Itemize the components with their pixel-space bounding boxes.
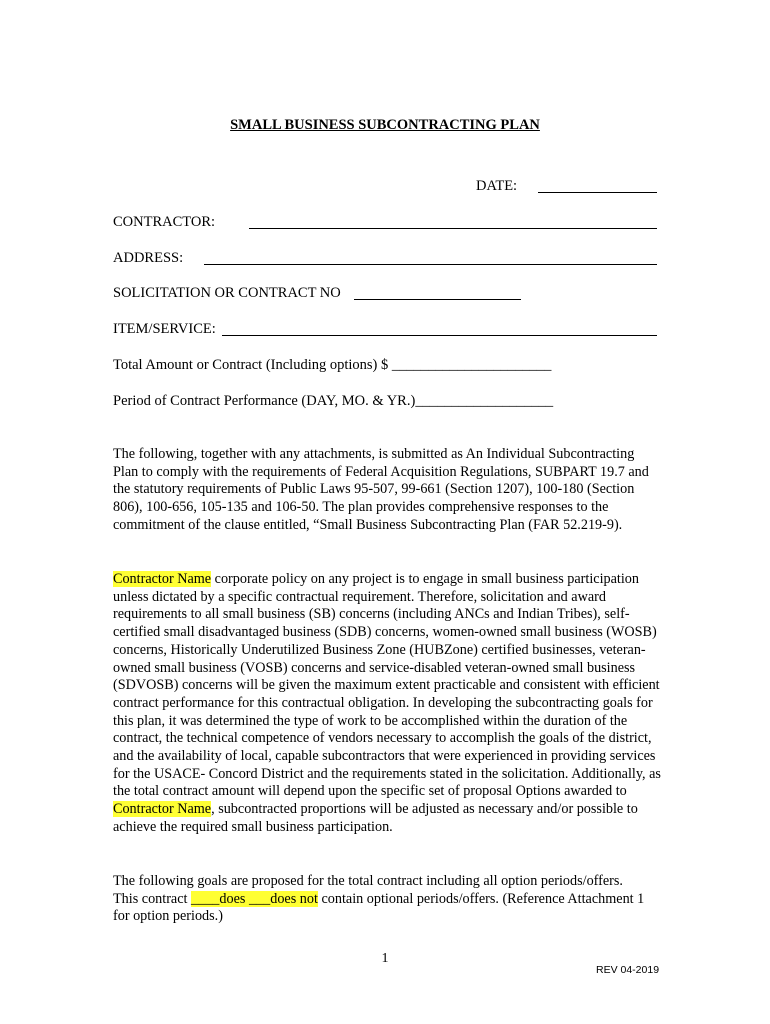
total-amount-row: [113, 356, 551, 374]
does-does-not-options[interactable]: ____does ___does not: [191, 890, 318, 907]
period-field[interactable]: ___________________: [415, 393, 554, 409]
address-field[interactable]: [204, 264, 657, 265]
policy-paragraph: [113, 571, 661, 837]
total-amount-field[interactable]: ______________________: [391, 357, 552, 373]
intro-paragraph-text: The following, together with any attachments, is submitted as An Individual Subcontracting Plan to comply with the requirements of Federal Acquisition Regulations, SUBPART 19.7 and the statutory requirements of Public Laws 95-507, 99-661 (Section 1207), 100-180 (Section 806), 100-656, 105-135 and 106-50. The plan provides comprehensive responses to the commitment of the clause entitled, “Small Business Subcontracting Plan (FAR 52.219-9).: [113, 446, 649, 533]
item-service-label: ITEM/SERVICE:: [113, 321, 216, 337]
goals-suffix: contain optional periods/offers. (Reference Attachment 1 for option periods.): [113, 890, 645, 925]
contractor-name-highlight: Contractor Name: [113, 571, 212, 587]
goals-line1: The following goals are proposed for the total contract including all option periods/offers.: [113, 873, 623, 889]
solicitation-field[interactable]: [354, 299, 521, 300]
intro-paragraph: [113, 446, 661, 535]
policy-text-part1: corporate policy on any project is to engage in small business participation unless dictated by a specific contractual requirement. Therefore, solicitation and award requirements to all small business (SB) concerns (including ANCs and Indian Tribes), self-certified small disadvantaged business (SDB) concerns, women-owned small business (WOSB) concerns, Historically Underutilized Business Zone (HUBZone) certified businesses, veteran-owned small business (VOSB) concerns and service-disabled veteran-owned small business (SDVOSB) concerns will be given the maximum extent practicable and consistent with efficient contract performance for this contractual obligation. In developing the subcontracting goals for this plan, it was determined the type of work to be accomplished within the duration of the contract, the technical competence of vendors necessary to accomplish the goals of the district, and the availability of local, capable subcontractors that were experienced in providing services for the USACE- Concord District and the requirements stated in the solicitation. Additionally, as the total contract amount will depend upon the specific set of proposal Options awarded to: [113, 571, 661, 800]
revision-label: REV 04-2019: [596, 964, 660, 976]
address-label: ADDRESS:: [113, 250, 184, 266]
period-label: Period of Contract Performance (DAY, MO. & YR.): [113, 393, 416, 409]
item-service-field[interactable]: [222, 335, 657, 336]
policy-paragraph-text: [113, 571, 661, 837]
goals-line2: [113, 891, 661, 926]
total-amount-label: Total Amount or Contract (Including options) $: [113, 357, 389, 373]
date-field[interactable]: [538, 192, 657, 193]
contractor-name-highlight-2: Contractor Name: [113, 801, 212, 818]
policy-text-part2: , subcontracted proportions will be adjusted as necessary and/or possible to achieve the required small business participation.: [113, 801, 638, 835]
contractor-field[interactable]: [249, 228, 657, 229]
period-row: [113, 392, 553, 410]
solicitation-label: SOLICITATION OR CONTRACT NO: [113, 285, 341, 301]
contractor-label: CONTRACTOR:: [113, 214, 216, 230]
date-label: DATE:: [476, 178, 518, 194]
goals-paragraph: [113, 873, 661, 926]
goals-prefix: This contract: [113, 890, 192, 907]
page-number: 1: [381, 951, 389, 966]
document-title: SMALL BUSINESS SUBCONTRACTING PLAN: [230, 117, 540, 133]
